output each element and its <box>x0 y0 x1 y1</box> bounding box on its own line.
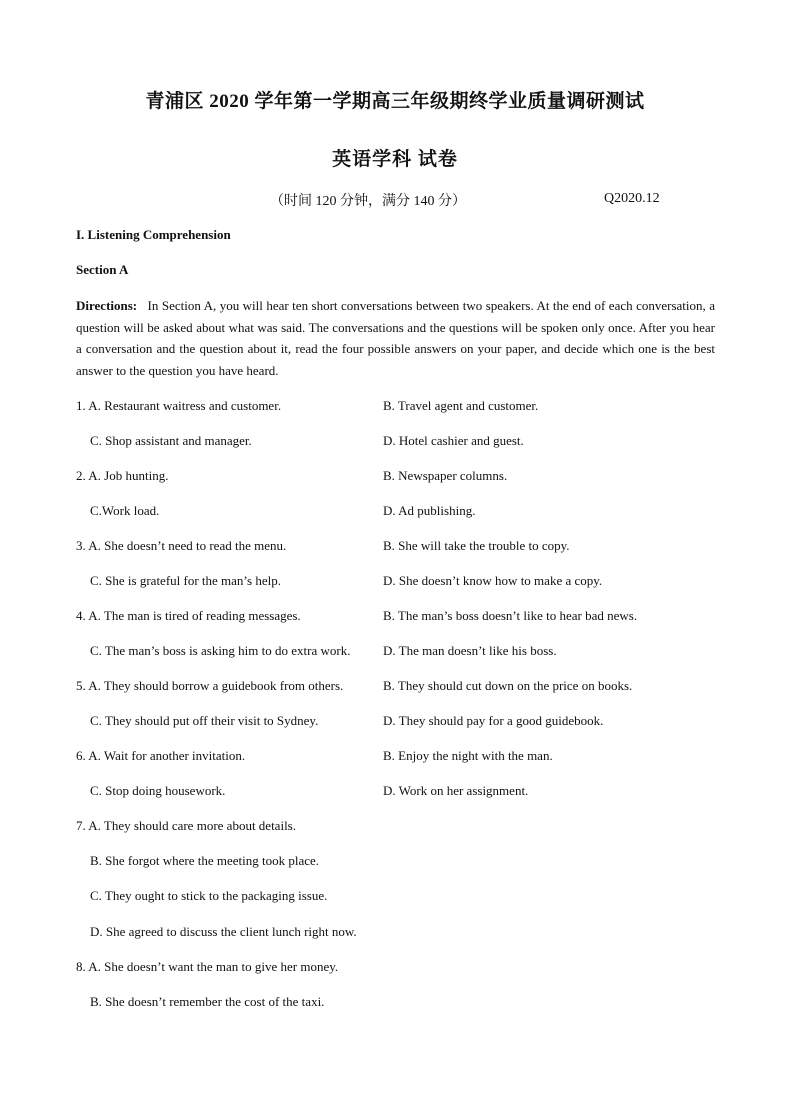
q4-option-c: C. The man’s boss is asking him to do extra work. <box>90 643 351 658</box>
directions-text: In Section A, you will hear ten short conversations between two speakers. At the end of each conversation, a question will be asked about what was said. The conversations and the questions will be spoken only once. After you hear a conversation and the question about it, read the four possible answers on your paper, and decide which one is the best answer to the question you have heard. <box>76 298 715 379</box>
q2-option-c: C.Work load. <box>90 503 160 518</box>
q6-option-d: D. Work on her assignment. <box>383 783 529 798</box>
q6-option-c: C. Stop doing housework. <box>90 783 226 798</box>
q4-option-b: B. The man’s boss doesn’t like to hear bad news. <box>383 608 638 623</box>
time-info: （时间 120 分钟，满分 140 分） <box>270 194 466 209</box>
q6-option-b: B. Enjoy the night with the man. <box>383 748 553 763</box>
q7-option-c: C. They ought to stick to the packaging issue. <box>90 888 328 903</box>
q5-option-b: B. They should cut down on the price on books. <box>383 678 633 693</box>
q6-option-a: 6. A. Wait for another invitation. <box>76 748 246 763</box>
q8-option-a: 8. A. She doesn’t want the man to give her money. <box>76 959 339 974</box>
q1-option-c: C. Shop assistant and manager. <box>90 433 252 448</box>
q4-option-a: 4. A. The man is tired of reading messages. <box>76 608 301 623</box>
q7-option-d: D. She agreed to discuss the client lunch right now. <box>90 924 357 939</box>
q3-option-c: C. She is grateful for the man’s help. <box>90 573 281 588</box>
q1-option-a: 1. A. Restaurant waitress and customer. <box>76 398 282 413</box>
q3-option-d: D. She doesn’t know how to make a copy. <box>383 573 603 588</box>
directions-paragraph <box>76 295 715 382</box>
exam-code: Q2020.12 <box>604 191 660 206</box>
section-heading: Section A <box>76 262 129 277</box>
q2-option-b: B. Newspaper columns. <box>383 468 508 483</box>
q3-option-b: B. She will take the trouble to copy. <box>383 538 570 553</box>
q1-option-b: B. Travel agent and customer. <box>383 398 539 413</box>
q5-option-c: C. They should put off their visit to Sydney. <box>90 713 319 728</box>
exam-subtitle: 英语学科 试卷 <box>332 149 458 170</box>
q3-option-a: 3. A. She doesn’t need to read the menu. <box>76 538 287 553</box>
part-heading: I. Listening Comprehension <box>76 227 231 242</box>
q8-option-b: B. She doesn’t remember the cost of the taxi. <box>90 994 325 1009</box>
q7-option-a: 7. A. They should care more about details. <box>76 818 296 833</box>
q2-option-a: 2. A. Job hunting. <box>76 468 169 483</box>
exam-title: 青浦区 2020 学年第一学期高三年级期终学业质量调研测试 <box>145 91 645 112</box>
q7-option-b: B. She forgot where the meeting took place. <box>90 853 320 868</box>
q4-option-d: D. The man doesn’t like his boss. <box>383 643 557 658</box>
directions-label: Directions: <box>76 298 138 313</box>
q5-option-a: 5. A. They should borrow a guidebook from others. <box>76 678 344 693</box>
q1-option-d: D. Hotel cashier and guest. <box>383 433 524 448</box>
q2-option-d: D. Ad publishing. <box>383 503 476 518</box>
q5-option-d: D. They should pay for a good guidebook. <box>383 713 604 728</box>
